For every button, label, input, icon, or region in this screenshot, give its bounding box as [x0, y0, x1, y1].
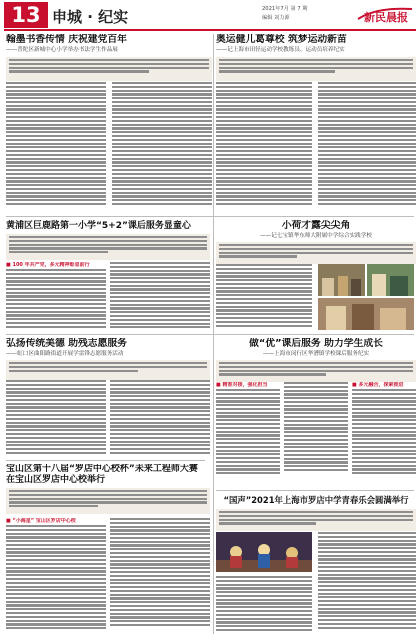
article-body-col2: [284, 382, 348, 486]
lead-paragraph: [6, 360, 210, 380]
article-body-col2: [318, 82, 416, 212]
article-title: “国声”2021年上海市罗店中学青春乐会圆满举行: [223, 495, 409, 505]
page-header: [0, 0, 420, 30]
article-body-col2: [110, 262, 210, 332]
lead-paragraph: [6, 234, 210, 260]
section-divider: [6, 334, 414, 335]
lead-paragraph: [216, 57, 416, 81]
article-youth-concert: [216, 494, 416, 636]
section-title: 申城 · 纪实: [52, 8, 129, 26]
article-after-school: [6, 220, 210, 332]
article-subtitle: ——虹口区曲阳路街道开展学雷锋志愿服务活动: [6, 351, 124, 357]
section-divider: [216, 490, 414, 491]
lead-paragraph: [216, 242, 416, 264]
article-body-col1: [216, 82, 312, 212]
article-calligraphy: [6, 34, 212, 214]
article-title: 奥运健儿葛尊校 筑梦运动新苗: [216, 34, 347, 45]
article-little-lotus: [216, 220, 416, 332]
article-title: 翰墨书香传情 庆祝建党百年: [6, 34, 127, 45]
article-body-col2: [110, 380, 210, 458]
article-athletics: [216, 34, 416, 214]
article-title: 做“优”课后服务 助力学生成长: [249, 338, 383, 349]
logo-text: 新民晨报: [364, 11, 408, 24]
article-title: 小荷才露尖尖角: [281, 220, 351, 231]
section-divider: [6, 216, 414, 217]
article-photos: [318, 264, 414, 330]
article-engineer-contest: [6, 464, 210, 636]
article-subtitle: ——普陀区新城中心小学举办书法学生作品展: [6, 47, 118, 53]
article-excellent-service: [216, 338, 416, 488]
article-body-col1: [6, 518, 106, 636]
article-subtitle: ——上海市闵行区华漕镇学校课后服务纪实: [262, 351, 370, 357]
article-body-col2: [112, 82, 212, 212]
lead-paragraph: [216, 509, 416, 531]
page-number: 13: [4, 2, 48, 28]
article-body-col1: [216, 264, 312, 332]
article-title: 宝山区第十八届“罗店中心校杯”未来工程师大赛: [6, 464, 198, 474]
lead-paragraph: [216, 360, 416, 382]
editor-line: 编辑 刘力源: [262, 15, 290, 21]
article-body-col1: [216, 382, 280, 486]
header-rule: [4, 29, 416, 31]
article-body-col2: [318, 532, 416, 636]
lead-paragraph: [6, 488, 210, 514]
lead-paragraph: [6, 57, 212, 81]
masthead-logo: [356, 3, 414, 25]
article-subtitle: ——记七宝镇华东师大附属中学综合实践学校: [260, 233, 372, 239]
article-body-col1: [216, 576, 312, 636]
article-title: 黄浦区巨鹿路第一小学“5+2”课后服务显童心: [6, 221, 191, 231]
kicker: ■ 多元融合，探索推进: [352, 382, 404, 388]
article-body-col1: [6, 262, 106, 332]
article-title: 弘扬传统美德 助残志愿服务: [6, 338, 127, 349]
kicker: ■ 100 年共产党，多元精神彰显前行: [6, 262, 90, 268]
article-body-col1: [6, 82, 106, 212]
lead-text-lines: [9, 59, 209, 73]
article-subtitle: ——记上海市田径运动学校教练员、运动员培养纪实: [216, 47, 345, 53]
article-volunteer: [6, 338, 210, 458]
issue-date: 2021年7月 第 7 期: [262, 6, 308, 12]
concert-photo: [216, 532, 312, 572]
article-title-line2: 在宝山区罗店中心校举行: [6, 475, 106, 485]
section-divider: [6, 460, 205, 461]
kicker: ■ 精准对接，强化担当: [216, 382, 268, 388]
article-body-col3: [352, 382, 416, 486]
article-body-col2: [110, 518, 210, 636]
kicker: ■ “小海星” 宝山区罗店中心校: [6, 518, 76, 524]
article-body-col1: [6, 380, 106, 458]
